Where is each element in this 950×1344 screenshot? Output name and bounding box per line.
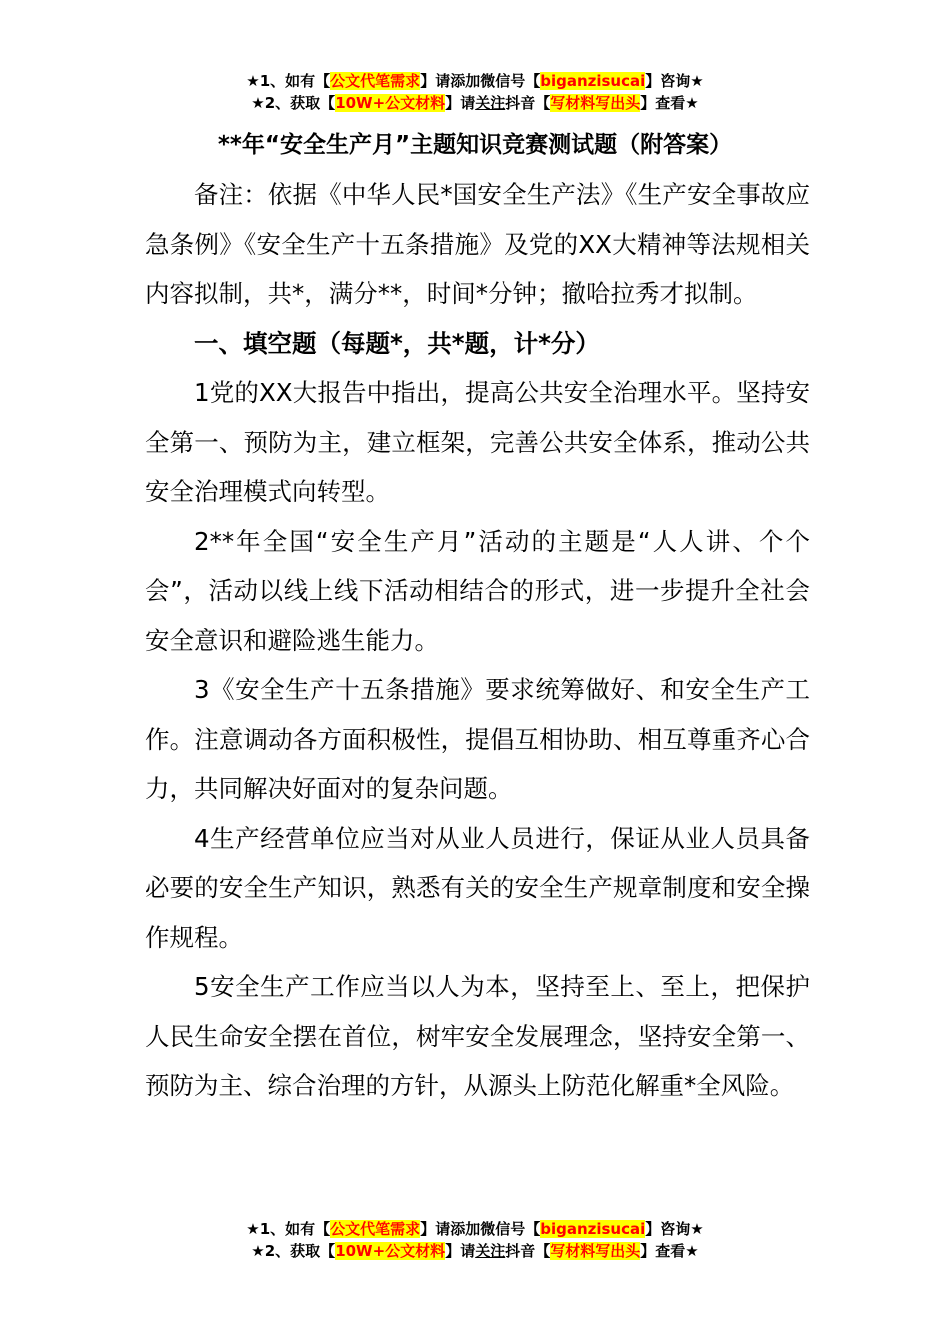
note-paragraph: 备注：依据《中华人民*国安全生产法》《生产安全事故应急条例》《安全生产十五条措施》及党的XX大精神等法规相关内容拟制，共*，满分**，时间*分钟；撤哈拉秀才拟制。 — [145, 180, 810, 308]
banner-text: 抖音【 — [505, 1242, 551, 1260]
banner-line-2 — [0, 92, 950, 114]
section-heading: 一、填空题（每题*，共*题，计*分） — [194, 328, 600, 358]
document-title: **年“安全生产月”主题知识竞赛测试题（附答案） — [217, 132, 733, 158]
banner-text: 】请添加微信号【 — [420, 72, 541, 90]
banner-line-2 — [0, 1240, 950, 1262]
banner-text: 抖音【 — [505, 94, 551, 112]
footer-banner — [0, 1218, 950, 1262]
question-paragraph: 2**年全国“安全生产月”活动的主题是“人人讲、个个会”，活动以线上线下活动相结合的形式，进一步提升全社会安全意识和避险逃生能力。 — [145, 526, 810, 655]
wechat-id-highlight: biganzisucai — [540, 72, 646, 90]
banner-text: ★2、获取【 — [251, 94, 336, 112]
banner-highlight: 公文代笔需求 — [330, 72, 421, 90]
banner-highlight: 写材料写出头 — [550, 94, 641, 112]
banner-line-1 — [0, 1218, 950, 1240]
banner-highlight: 写材料写出头 — [550, 1242, 641, 1260]
banner-text: 】请 — [445, 1242, 476, 1260]
question-paragraph: 1党的XX大报告中指出，提高公共安全治理水平。坚持安全第一、预防为主，建立框架，完善公共安全体系，推动公共安全治理模式向转型。 — [145, 378, 810, 506]
banner-highlight: 公文代笔需求 — [330, 1220, 421, 1238]
banner-underlined: 关注 — [475, 1242, 506, 1260]
banner-highlight: 10W+公文材料 — [335, 94, 446, 112]
banner-highlight: 10W+公文材料 — [335, 1242, 446, 1260]
banner-underlined: 关注 — [475, 94, 506, 112]
header-banner — [0, 70, 950, 114]
banner-text: 】请 — [445, 94, 476, 112]
question-paragraph: 4生产经营单位应当对从业人员进行，保证从业人员具备必要的安全生产知识，熟悉有关的安全生产规章制度和安全操作规程。 — [145, 823, 810, 952]
document-body — [145, 170, 810, 1111]
banner-text: 】查看★ — [640, 94, 699, 112]
wechat-id-highlight: biganzisucai — [540, 1220, 646, 1238]
banner-text: 】咨询★ — [645, 72, 704, 90]
banner-text: ★1、如有【 — [246, 1220, 331, 1238]
banner-text: ★1、如有【 — [246, 72, 331, 90]
banner-text: 】查看★ — [640, 1242, 699, 1260]
banner-line-1 — [0, 70, 950, 92]
banner-text: 】请添加微信号【 — [420, 1220, 541, 1238]
banner-text: ★2、获取【 — [251, 1242, 336, 1260]
question-paragraph: 3《安全生产十五条措施》要求统筹做好、和安全生产工作。注意调动各方面积极性，提倡互相协助、相互尊重齐心合力，共同解决好面对的复杂问题。 — [145, 675, 810, 803]
question-paragraph: 5安全生产工作应当以人为本，坚持至上、至上，把保护人民生命安全摆在首位，树牢安全发展理念，坚持安全第一、预防为主、综合治理的方针，从源头上防范化解重*全风险。 — [145, 972, 810, 1100]
banner-text: 】咨询★ — [645, 1220, 704, 1238]
